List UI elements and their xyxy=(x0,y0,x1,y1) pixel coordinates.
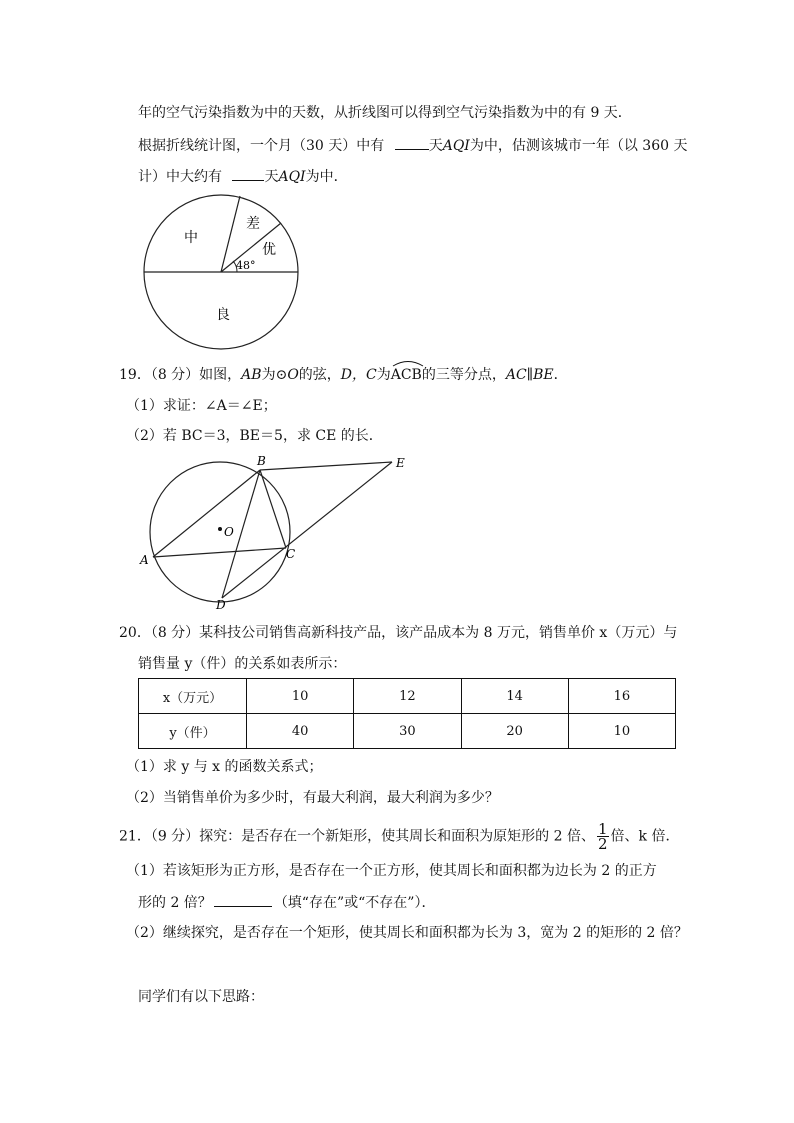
center-point xyxy=(218,527,222,531)
p19-mid2: 的弦， xyxy=(298,367,341,383)
p19-acbe: AC∥BE xyxy=(505,367,554,383)
p21-line1-a: 21．（9 分）探究：是否存在一个新矩形，使其周长和面积为原矩形的 2 倍、 xyxy=(119,828,595,845)
segment-ac xyxy=(153,548,286,557)
segment-be xyxy=(260,462,392,470)
segment-bc xyxy=(260,470,286,548)
p21-q1-b: 形的 2 倍？ xyxy=(138,895,212,911)
p19-ab: AB xyxy=(241,367,262,383)
fraction-denominator: 2 xyxy=(597,835,608,853)
table-header-x: x（万元） xyxy=(139,679,247,714)
p19-stem xyxy=(119,366,568,384)
p18-line2-text-b: 天 xyxy=(428,138,443,154)
p20-line2: 销售量 y（件）的关系如表所示： xyxy=(138,656,347,672)
p19-end: ． xyxy=(553,367,568,383)
label-c: C xyxy=(286,547,296,561)
label-a: A xyxy=(140,553,149,567)
table-cell: 12 xyxy=(354,679,461,714)
label-e: E xyxy=(396,456,405,470)
answer-blank-3[interactable] xyxy=(214,892,272,907)
p19-mid1: 为⊙ xyxy=(261,367,288,383)
answer-blank-1[interactable] xyxy=(395,135,429,150)
p19-q2: （2）若 BC＝3，BE＝5，求 CE 的长． xyxy=(126,428,383,444)
p21-idea: 同学们有以下思路： xyxy=(138,989,264,1005)
p18-aqi-1: AQI xyxy=(442,138,470,154)
circle-o xyxy=(150,462,290,602)
p21-line1 xyxy=(119,822,679,851)
p21-q2: （2）继续探究，是否存在一个矩形，使其周长和面积都为长为 3，宽为 2 的矩形的 2 倍？ xyxy=(126,925,688,941)
p19-o: O xyxy=(287,367,299,383)
p18-line2-text-a: 根据折线统计图，一个月（30 天）中有 xyxy=(138,138,385,154)
table-cell: 30 xyxy=(354,714,461,749)
label-d: D xyxy=(216,598,226,612)
table-row xyxy=(139,714,676,749)
table-row xyxy=(139,679,676,714)
segment-de xyxy=(222,462,392,598)
p21-q1-a: （1）若该矩形为正方形，是否存在一个正方形，使其周长和面积都为边长为 2 的正方 xyxy=(126,863,657,879)
p18-line3-text-d: 为中． xyxy=(305,169,348,185)
pie-label-you: 优 xyxy=(262,242,276,258)
answer-blank-2[interactable] xyxy=(232,166,264,181)
table-cell: 10 xyxy=(247,679,354,714)
p20-q2: （2）当销售单价为多少时，有最大利润，最大利润为多少？ xyxy=(126,790,499,806)
p19-mid3: 为 xyxy=(376,367,391,383)
pie-label-cha: 差 xyxy=(246,216,260,232)
p18-line2 xyxy=(138,135,687,155)
circle-geometry-figure xyxy=(136,450,426,615)
pie-angle-label: 48° xyxy=(236,259,256,272)
p20-line1: 20．（8 分）某科技公司销售高新科技产品，该产品成本为 8 万元，销售单价 x（万元）与 xyxy=(119,625,678,641)
p21-q1-line2 xyxy=(138,892,435,912)
table-cell: 20 xyxy=(461,714,568,749)
aqi-pie-figure xyxy=(138,192,304,352)
p19-head: 19．（8 分）如图， xyxy=(119,367,242,383)
p18-aqi-2: AQI xyxy=(278,169,306,185)
table-cell: 10 xyxy=(568,714,675,749)
fraction-numerator: 1 xyxy=(597,820,608,838)
table-cell: 14 xyxy=(461,679,568,714)
arc-symbol xyxy=(391,359,425,367)
arc-acb xyxy=(391,366,422,384)
p18-line3-text-b: 天 xyxy=(264,169,279,185)
p21-line1-b: 倍、k 倍． xyxy=(610,828,680,845)
pie-label-liang: 良 xyxy=(216,307,230,323)
p19-mid4: 的三等分点， xyxy=(421,367,506,383)
label-o: O xyxy=(224,525,234,539)
p19-q1: （1）求证：∠A＝∠E； xyxy=(126,398,277,414)
p18-line3-text-a: 计）中大约有 xyxy=(138,169,222,185)
p20-q1: （1）求 y 与 x 的函数关系式； xyxy=(126,759,323,775)
table-cell: 40 xyxy=(247,714,354,749)
p18-line3 xyxy=(138,166,348,186)
p18-line2-text-d: 为中，估测该城市一年（以 360 天 xyxy=(469,138,688,154)
p19-dc: D，C xyxy=(340,367,377,383)
p18-line1: 年的空气污染指数为中的天数，从折线图可以得到空气污染指数为中的有 9 天． xyxy=(138,105,632,121)
fraction-one-half xyxy=(597,822,609,851)
pie-label-zhong: 中 xyxy=(184,230,198,246)
label-b: B xyxy=(257,454,266,468)
segment-ab xyxy=(153,470,260,557)
table-cell: 16 xyxy=(568,679,675,714)
p19-arc-text: ACB xyxy=(390,367,422,383)
p21-q1-c: （填“存在”或“不存在”）． xyxy=(273,895,436,911)
table-header-y: y（件） xyxy=(139,714,247,749)
price-sales-table xyxy=(138,678,676,749)
